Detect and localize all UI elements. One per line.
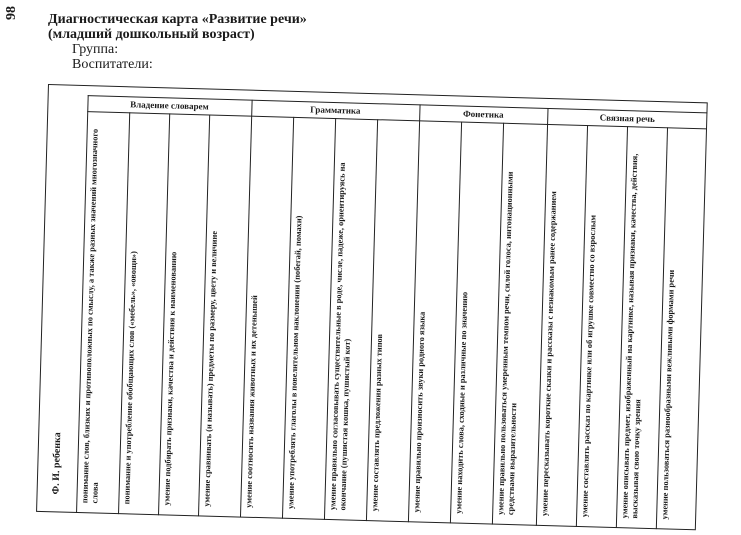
criterion-header: умение правильно произносить звуки родного языка	[412, 311, 427, 513]
criterion-header: умение описывать предмет, изображенный на картинке, называя признаки, качества, действия, высказывая свою точку зрения	[620, 153, 643, 519]
criterion-header: умение правильно согласовывать существительные в роде, числе, падеже, ориентируясь на окончание (пушистая кошка, пушистый кот)	[328, 162, 353, 511]
criterion-header: умение правильно пользоваться умеренным темпом речи, силой голоса, интонационными средствами выразительности	[496, 171, 519, 516]
child-name-header: Ф. И. ребенка	[50, 432, 64, 495]
group-header: Связная речь	[599, 112, 655, 124]
group-header: Владение словарем	[130, 99, 209, 112]
criterion-header: умение составлять предложения разных типов	[370, 333, 385, 512]
criterion-header: умение пересказывать короткие сказки и рассказы с незнакомым ранее содержанием	[540, 191, 559, 517]
criterion-header: умение соотносить названия животных и их детенышей	[244, 295, 260, 508]
title-block	[48, 12, 408, 72]
group-header: Грамматика	[310, 104, 361, 116]
criterion-header: понимание и употребление обобщающих слов («мебель», «овощи»)	[122, 251, 139, 505]
criterion-header: понимание слов, близких и противоположных по смыслу, а также разных значений многозначного слова	[80, 128, 100, 504]
criterion-header: умение пользоваться разнообразными вежливыми формами речи	[660, 269, 677, 520]
page-number: 98	[4, 6, 19, 20]
criterion-header: умение сравнивать (и называть) предметы по размеру, цвету и величине	[202, 230, 219, 507]
criterion-header: умение составлять рассказ по картинке или об игрушке совместно со взрослым	[580, 214, 598, 518]
group-field-label: Группа:	[72, 42, 119, 57]
criterion-header: умение подбирать признаки, качества и действия к наименованию	[162, 251, 179, 506]
card-title: Диагностическая карта «Развитие речи»	[48, 12, 307, 27]
criterion-header: умение употреблять глаголы в повелительном наклонении (побегай, помахи)	[286, 215, 304, 510]
card-subtitle: (младший дошкольный возраст)	[48, 27, 255, 42]
diagnostic-table	[36, 84, 714, 532]
criterion-header: умение находить слова, сходные и различные по значению	[454, 291, 470, 514]
teachers-field-label: Воспитатели:	[72, 57, 153, 72]
group-header: Фонетика	[462, 108, 504, 120]
